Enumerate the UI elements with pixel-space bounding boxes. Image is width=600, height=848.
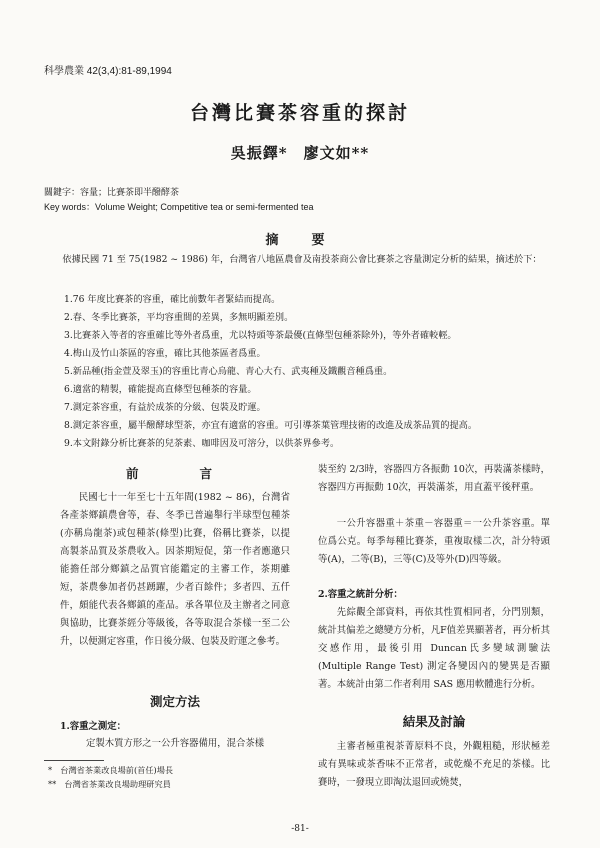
authors: 吳振鐸* 廖文如** <box>230 144 370 162</box>
method-continued: 裝至約 2/3時，容器四方各振動 10次，再裝滿茶樣時，容器四方再振動 10次，再裝滿茶，用直蓋平後秤重。 <box>318 464 550 493</box>
paper-title: 台灣比賽茶容重的探討 <box>189 102 410 124</box>
results-paragraph: 主審者極重視茶菁原料不良，外觀粗糙，形狀極差或有異味或茶香味不正常者，或乾燥不充足的茶樣。比賽時，一發現立即淘汰退回或燒焚， <box>318 741 550 788</box>
abstract-item: 5.新品種(指金萱及翠玉)的容重比青心烏龍、青心大冇、武夷種及鐵觀音種爲重。 <box>64 366 393 377</box>
method-text: 定製木質方形之一公升容器備用，混合茶樣 <box>86 738 265 749</box>
subheading-volume-measure: 1.容重之測定： <box>60 721 127 732</box>
footnote: ** 台灣省茶業改良場助理研究員 <box>48 779 171 789</box>
abstract-heading: 摘 要 <box>265 233 335 248</box>
intro-paragraph: 民國七十一年至七十五年間(1982 ~ 86)，台灣省各產茶鄉鎮農會等，春、冬季已普遍舉行半球型包種茶(亦稱烏龍茶)或包種茶(條型)比賽，俗稱比賽茶，以提高製茶品質及茶農收入。因茶期短促，第一作者應邀只能擔任部分鄉鎮之品質官能鑑定的主審工作，茶期雖短，茶農參加者仍甚踴躍，少者百餘件；多者四、五仟件，頗能代表各鄉鎮的產品。承各單位及主辦者之同意與協助，比賽茶經分等級後，各等取混合茶樣一至二公升，以便測定容重，作日後分級、包裝及貯運之參考。 <box>60 492 290 647</box>
abstract-item: 2.春、冬季比賽茶，平均容重間的差異，多無明顯差別。 <box>64 312 294 323</box>
abstract-item: 4.梅山及竹山茶區的容重，確比其他茶區者爲重。 <box>64 348 266 359</box>
footnote-rule <box>44 760 104 761</box>
intro-heading: 前 言 <box>125 466 224 481</box>
abstract-item: 7.測定茶容重，有益於成茶的分級、包裝及貯運。 <box>64 402 266 413</box>
abstract-item: 8.測定茶容重，屬半醱酵球型茶，亦宜有適當的容重。可引導茶葉管理技術的改進及成茶品質的提高。 <box>64 420 478 431</box>
formula-paragraph: 一公升容器重＋茶重－容器重＝一公升茶容重。單位爲公克。每季每種比賽茶，重複取樣二次，計分特頭等(A)，二等(B)，三等(C)及等外(D)四等級。 <box>318 518 550 565</box>
abstract-item: 1.76 年度比賽茶的容重，確比前數年者緊結而提高。 <box>64 294 281 305</box>
keywords-en: Key words：Volume Weight; Competitive tea or semi-fermented tea <box>44 202 314 212</box>
abstract-item: 9.本文附錄分析比賽茶的兒茶素、咖啡因及可溶分，以供茶界參考。 <box>64 438 340 449</box>
subheading-statistics: 2.容重之統計分析： <box>318 589 403 600</box>
page-number: -81- <box>291 824 309 834</box>
statistics-paragraph: 先綜觀全部資料，再依其性質相同者，分門別類，統計其偏差之總變方分析，凡F值差異顯著者，再分析其交感作用，最後引用 Duncan氏多變域測驗法 (Multiple Range Test) 測定各變因內的變異是否顯著。本統計由第二作者利用 SAS 應用軟體進行分析。 <box>318 607 550 690</box>
abstract-item: 3.比賽茶入等者的容重確比等外者爲重，尤以特頭等茶最優(直條型包種茶除外)，等外者確較輕。 <box>64 330 457 341</box>
abstract-item: 6.適當的精製，確能提高直條型包種茶的容量。 <box>64 384 257 395</box>
method-heading: 測定方法 <box>149 694 200 709</box>
journal-citation: 科學農業 42(3,4):81-89,1994 <box>44 66 172 77</box>
abstract-intro: 依據民國 71 至 75(1982 ~ 1986) 年，台灣省八地區農會及南投茶商公會比賽茶之容量測定分析的結果，摘述於下： <box>62 254 542 265</box>
footnote: * 台灣省茶業改良場前(首任)場長 <box>48 765 174 775</box>
keywords-zh: 關鍵字：容量；比賽茶即半醱酵茶 <box>44 188 180 198</box>
results-heading: 結果及討論 <box>402 714 466 729</box>
